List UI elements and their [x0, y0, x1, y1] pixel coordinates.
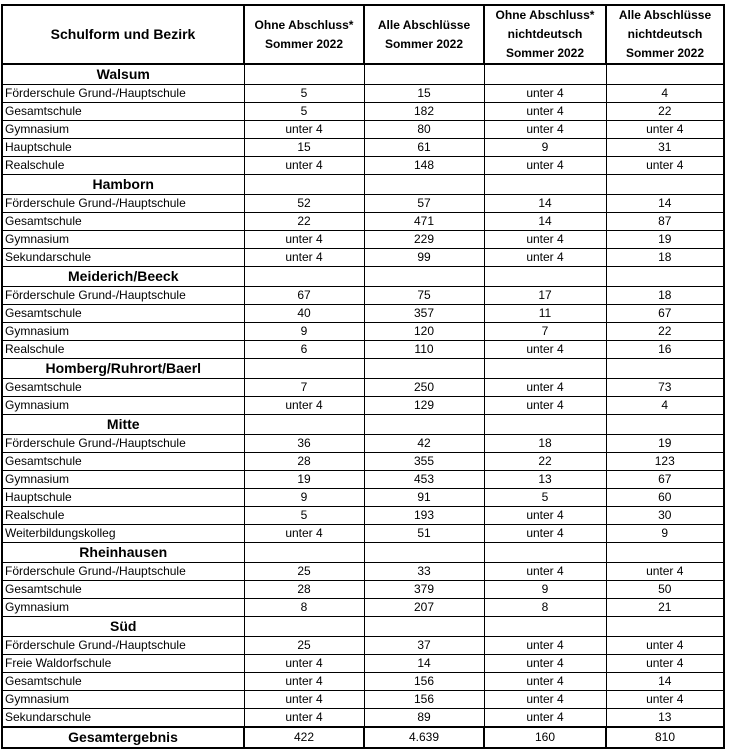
school-type-cell: Hauptschule — [2, 139, 244, 157]
total-alle-abschluesse: 4.639 — [364, 727, 484, 748]
cell-alle-abschluesse: 148 — [364, 157, 484, 175]
school-type-cell: Realschule — [2, 507, 244, 525]
cell-alle-abschluesse-nichtdeutsch: 19 — [606, 435, 724, 453]
cell-alle-abschluesse: 355 — [364, 453, 484, 471]
district-empty-cell — [364, 359, 484, 379]
cell-alle-abschluesse: 471 — [364, 213, 484, 231]
cell-ohne-abschluss-nichtdeutsch: unter 4 — [484, 397, 606, 415]
cell-alle-abschluesse-nichtdeutsch: 73 — [606, 379, 724, 397]
district-empty-cell — [484, 267, 606, 287]
district-name: Rheinhausen — [2, 543, 244, 563]
cell-ohne-abschluss: 25 — [244, 637, 364, 655]
cell-ohne-abschluss-nichtdeutsch: 22 — [484, 453, 606, 471]
header-ohne-abschluss: Ohne Abschluss* Sommer 2022 — [244, 5, 364, 64]
cell-ohne-abschluss: 36 — [244, 435, 364, 453]
district-empty-cell — [484, 415, 606, 435]
table-row — [2, 287, 724, 305]
school-type-cell: Gesamtschule — [2, 581, 244, 599]
district-empty-cell — [606, 415, 724, 435]
cell-ohne-abschluss: unter 4 — [244, 525, 364, 543]
table-row — [2, 231, 724, 249]
cell-alle-abschluesse: 75 — [364, 287, 484, 305]
cell-alle-abschluesse: 61 — [364, 139, 484, 157]
district-empty-cell — [244, 617, 364, 637]
cell-alle-abschluesse: 156 — [364, 691, 484, 709]
table-row — [2, 103, 724, 121]
total-ohne-abschluss-nichtdeutsch: 160 — [484, 727, 606, 748]
district-empty-cell — [364, 267, 484, 287]
school-type-cell: Gymnasium — [2, 599, 244, 617]
district-empty-cell — [606, 359, 724, 379]
cell-ohne-abschluss: 5 — [244, 85, 364, 103]
table-row — [2, 599, 724, 617]
cell-ohne-abschluss: unter 4 — [244, 691, 364, 709]
cell-alle-abschluesse-nichtdeutsch: unter 4 — [606, 691, 724, 709]
district-empty-cell — [484, 543, 606, 563]
cell-alle-abschluesse-nichtdeutsch: unter 4 — [606, 121, 724, 139]
school-type-cell: Förderschule Grund-/Hauptschule — [2, 563, 244, 581]
header-row — [2, 5, 724, 64]
cell-ohne-abschluss-nichtdeutsch: 13 — [484, 471, 606, 489]
cell-ohne-abschluss: 6 — [244, 341, 364, 359]
school-type-cell: Gesamtschule — [2, 213, 244, 231]
school-type-cell: Förderschule Grund-/Hauptschule — [2, 85, 244, 103]
table-row — [2, 471, 724, 489]
district-empty-cell — [484, 617, 606, 637]
cell-ohne-abschluss-nichtdeutsch: unter 4 — [484, 157, 606, 175]
district-empty-cell — [244, 543, 364, 563]
table-row — [2, 341, 724, 359]
cell-ohne-abschluss-nichtdeutsch: 7 — [484, 323, 606, 341]
cell-ohne-abschluss: 40 — [244, 305, 364, 323]
cell-ohne-abschluss: unter 4 — [244, 673, 364, 691]
cell-ohne-abschluss: 22 — [244, 213, 364, 231]
cell-alle-abschluesse: 250 — [364, 379, 484, 397]
cell-ohne-abschluss-nichtdeutsch: 11 — [484, 305, 606, 323]
cell-alle-abschluesse-nichtdeutsch: unter 4 — [606, 655, 724, 673]
table-row — [2, 213, 724, 231]
cell-ohne-abschluss: unter 4 — [244, 655, 364, 673]
school-type-cell: Sekundarschule — [2, 249, 244, 267]
cell-alle-abschluesse-nichtdeutsch: 4 — [606, 85, 724, 103]
cell-alle-abschluesse: 357 — [364, 305, 484, 323]
cell-ohne-abschluss: unter 4 — [244, 121, 364, 139]
cell-alle-abschluesse-nichtdeutsch: 9 — [606, 525, 724, 543]
cell-ohne-abschluss-nichtdeutsch: 9 — [484, 139, 606, 157]
cell-alle-abschluesse-nichtdeutsch: 22 — [606, 103, 724, 121]
cell-alle-abschluesse-nichtdeutsch: 18 — [606, 287, 724, 305]
district-empty-cell — [364, 64, 484, 85]
school-type-cell: Förderschule Grund-/Hauptschule — [2, 287, 244, 305]
cell-ohne-abschluss: unter 4 — [244, 157, 364, 175]
header-alle-abschluesse: Alle Abschlüsse Sommer 2022 — [364, 5, 484, 64]
district-empty-cell — [484, 175, 606, 195]
school-type-cell: Gesamtschule — [2, 103, 244, 121]
cell-alle-abschluesse-nichtdeutsch: 13 — [606, 709, 724, 728]
cell-alle-abschluesse: 110 — [364, 341, 484, 359]
district-name: Walsum — [2, 64, 244, 85]
header-schulform: Schulform und Bezirk — [2, 5, 244, 64]
district-header-row — [2, 415, 724, 435]
district-empty-cell — [484, 64, 606, 85]
table-row — [2, 157, 724, 175]
cell-alle-abschluesse-nichtdeutsch: 123 — [606, 453, 724, 471]
school-type-cell: Sekundarschule — [2, 709, 244, 728]
cell-alle-abschluesse: 14 — [364, 655, 484, 673]
school-type-cell: Förderschule Grund-/Hauptschule — [2, 637, 244, 655]
cell-ohne-abschluss-nichtdeutsch: unter 4 — [484, 103, 606, 121]
cell-ohne-abschluss: 9 — [244, 489, 364, 507]
cell-alle-abschluesse: 42 — [364, 435, 484, 453]
cell-ohne-abschluss-nichtdeutsch: unter 4 — [484, 709, 606, 728]
school-type-cell: Gesamtschule — [2, 305, 244, 323]
table-body — [2, 64, 724, 727]
cell-ohne-abschluss-nichtdeutsch: unter 4 — [484, 341, 606, 359]
cell-alle-abschluesse: 89 — [364, 709, 484, 728]
cell-ohne-abschluss: 67 — [244, 287, 364, 305]
cell-ohne-abschluss-nichtdeutsch: 17 — [484, 287, 606, 305]
cell-ohne-abschluss: 8 — [244, 599, 364, 617]
table-row — [2, 637, 724, 655]
school-type-cell: Förderschule Grund-/Hauptschule — [2, 195, 244, 213]
cell-ohne-abschluss: 7 — [244, 379, 364, 397]
cell-ohne-abschluss-nichtdeutsch: 18 — [484, 435, 606, 453]
cell-alle-abschluesse-nichtdeutsch: 87 — [606, 213, 724, 231]
table-row — [2, 435, 724, 453]
cell-alle-abschluesse-nichtdeutsch: 60 — [606, 489, 724, 507]
cell-ohne-abschluss-nichtdeutsch: unter 4 — [484, 525, 606, 543]
cell-alle-abschluesse-nichtdeutsch: 4 — [606, 397, 724, 415]
school-type-cell: Förderschule Grund-/Hauptschule — [2, 435, 244, 453]
cell-alle-abschluesse-nichtdeutsch: 30 — [606, 507, 724, 525]
cell-alle-abschluesse: 120 — [364, 323, 484, 341]
table-row — [2, 397, 724, 415]
cell-ohne-abschluss: 52 — [244, 195, 364, 213]
school-type-cell: Realschule — [2, 341, 244, 359]
cell-ohne-abschluss-nichtdeutsch: unter 4 — [484, 249, 606, 267]
district-header-row — [2, 175, 724, 195]
cell-alle-abschluesse-nichtdeutsch: 18 — [606, 249, 724, 267]
cell-ohne-abschluss-nichtdeutsch: unter 4 — [484, 231, 606, 249]
total-ohne-abschluss: 422 — [244, 727, 364, 748]
cell-alle-abschluesse: 37 — [364, 637, 484, 655]
total-alle-abschluesse-nichtdeutsch: 810 — [606, 727, 724, 748]
cell-alle-abschluesse: 80 — [364, 121, 484, 139]
table-row — [2, 323, 724, 341]
district-name: Mitte — [2, 415, 244, 435]
school-type-cell: Gesamtschule — [2, 673, 244, 691]
cell-ohne-abschluss-nichtdeutsch: unter 4 — [484, 507, 606, 525]
cell-alle-abschluesse-nichtdeutsch: 21 — [606, 599, 724, 617]
cell-alle-abschluesse: 193 — [364, 507, 484, 525]
school-type-cell: Gymnasium — [2, 121, 244, 139]
table-container — [1, 4, 725, 749]
school-type-cell: Gymnasium — [2, 397, 244, 415]
district-name: Homberg/Ruhrort/Baerl — [2, 359, 244, 379]
district-empty-cell — [484, 359, 606, 379]
cell-alle-abschluesse: 51 — [364, 525, 484, 543]
district-header-row — [2, 359, 724, 379]
district-header-row — [2, 617, 724, 637]
table-row — [2, 581, 724, 599]
cell-alle-abschluesse: 99 — [364, 249, 484, 267]
cell-alle-abschluesse: 379 — [364, 581, 484, 599]
cell-alle-abschluesse: 15 — [364, 85, 484, 103]
school-type-cell: Weiterbildungskolleg — [2, 525, 244, 543]
district-empty-cell — [244, 415, 364, 435]
district-empty-cell — [244, 175, 364, 195]
graduation-table — [1, 4, 725, 749]
cell-ohne-abschluss-nichtdeutsch: unter 4 — [484, 691, 606, 709]
cell-ohne-abschluss: 5 — [244, 103, 364, 121]
table-row — [2, 305, 724, 323]
district-empty-cell — [606, 175, 724, 195]
table-row — [2, 85, 724, 103]
cell-alle-abschluesse: 229 — [364, 231, 484, 249]
header-alle-abschluesse-nichtdeutsch: Alle Abschlüsse nichtdeutsch Sommer 2022 — [606, 5, 724, 64]
district-empty-cell — [606, 617, 724, 637]
school-type-cell: Gymnasium — [2, 231, 244, 249]
cell-ohne-abschluss: 15 — [244, 139, 364, 157]
cell-ohne-abschluss-nichtdeutsch: unter 4 — [484, 121, 606, 139]
cell-alle-abschluesse-nichtdeutsch: unter 4 — [606, 157, 724, 175]
cell-ohne-abschluss-nichtdeutsch: unter 4 — [484, 673, 606, 691]
cell-ohne-abschluss: unter 4 — [244, 231, 364, 249]
table-row — [2, 139, 724, 157]
cell-ohne-abschluss-nichtdeutsch: 14 — [484, 195, 606, 213]
district-empty-cell — [244, 64, 364, 85]
school-type-cell: Gymnasium — [2, 691, 244, 709]
school-type-cell: Gesamtschule — [2, 453, 244, 471]
header-ohne-abschluss-nichtdeutsch: Ohne Abschluss* nichtdeutsch Sommer 2022 — [484, 5, 606, 64]
total-label: Gesamtergebnis — [2, 727, 244, 748]
district-empty-cell — [606, 64, 724, 85]
cell-ohne-abschluss-nichtdeutsch: unter 4 — [484, 379, 606, 397]
cell-ohne-abschluss-nichtdeutsch: 14 — [484, 213, 606, 231]
cell-alle-abschluesse: 156 — [364, 673, 484, 691]
table-row — [2, 453, 724, 471]
district-empty-cell — [364, 175, 484, 195]
school-type-cell: Hauptschule — [2, 489, 244, 507]
cell-alle-abschluesse: 129 — [364, 397, 484, 415]
table-row — [2, 249, 724, 267]
cell-alle-abschluesse-nichtdeutsch: 67 — [606, 471, 724, 489]
school-type-cell: Gymnasium — [2, 323, 244, 341]
district-empty-cell — [244, 267, 364, 287]
district-empty-cell — [364, 617, 484, 637]
cell-ohne-abschluss-nichtdeutsch: unter 4 — [484, 655, 606, 673]
cell-ohne-abschluss: unter 4 — [244, 397, 364, 415]
table-row — [2, 709, 724, 728]
cell-alle-abschluesse: 453 — [364, 471, 484, 489]
district-empty-cell — [606, 543, 724, 563]
table-row — [2, 195, 724, 213]
cell-alle-abschluesse: 33 — [364, 563, 484, 581]
table-row — [2, 655, 724, 673]
cell-alle-abschluesse-nichtdeutsch: 50 — [606, 581, 724, 599]
cell-alle-abschluesse-nichtdeutsch: 14 — [606, 673, 724, 691]
cell-alle-abschluesse-nichtdeutsch: 14 — [606, 195, 724, 213]
table-row — [2, 489, 724, 507]
cell-ohne-abschluss-nichtdeutsch: 5 — [484, 489, 606, 507]
cell-alle-abschluesse: 207 — [364, 599, 484, 617]
table-row — [2, 379, 724, 397]
district-empty-cell — [364, 415, 484, 435]
cell-ohne-abschluss: 28 — [244, 453, 364, 471]
cell-alle-abschluesse: 91 — [364, 489, 484, 507]
table-row — [2, 673, 724, 691]
district-header-row — [2, 267, 724, 287]
district-empty-cell — [606, 267, 724, 287]
cell-alle-abschluesse-nichtdeutsch: 22 — [606, 323, 724, 341]
cell-alle-abschluesse-nichtdeutsch: unter 4 — [606, 637, 724, 655]
table-row — [2, 121, 724, 139]
district-empty-cell — [244, 359, 364, 379]
cell-ohne-abschluss-nichtdeutsch: 9 — [484, 581, 606, 599]
district-name: Süd — [2, 617, 244, 637]
district-name: Hamborn — [2, 175, 244, 195]
school-type-cell: Freie Waldorfschule — [2, 655, 244, 673]
district-empty-cell — [364, 543, 484, 563]
school-type-cell: Gesamtschule — [2, 379, 244, 397]
district-name: Meiderich/Beeck — [2, 267, 244, 287]
cell-ohne-abschluss-nichtdeutsch: 8 — [484, 599, 606, 617]
cell-alle-abschluesse-nichtdeutsch: unter 4 — [606, 563, 724, 581]
cell-alle-abschluesse-nichtdeutsch: 19 — [606, 231, 724, 249]
cell-ohne-abschluss: 28 — [244, 581, 364, 599]
school-type-cell: Realschule — [2, 157, 244, 175]
cell-ohne-abschluss: 25 — [244, 563, 364, 581]
cell-ohne-abschluss: 19 — [244, 471, 364, 489]
cell-ohne-abschluss: 9 — [244, 323, 364, 341]
cell-alle-abschluesse: 182 — [364, 103, 484, 121]
table-row — [2, 525, 724, 543]
school-type-cell: Gymnasium — [2, 471, 244, 489]
cell-alle-abschluesse-nichtdeutsch: 16 — [606, 341, 724, 359]
cell-ohne-abschluss: unter 4 — [244, 709, 364, 728]
district-header-row — [2, 64, 724, 85]
cell-ohne-abschluss-nichtdeutsch: unter 4 — [484, 563, 606, 581]
table-row — [2, 563, 724, 581]
table-row — [2, 691, 724, 709]
district-header-row — [2, 543, 724, 563]
cell-ohne-abschluss-nichtdeutsch: unter 4 — [484, 85, 606, 103]
cell-alle-abschluesse-nichtdeutsch: 31 — [606, 139, 724, 157]
table-row — [2, 507, 724, 525]
cell-ohne-abschluss: unter 4 — [244, 249, 364, 267]
cell-ohne-abschluss-nichtdeutsch: unter 4 — [484, 637, 606, 655]
cell-ohne-abschluss: 5 — [244, 507, 364, 525]
cell-alle-abschluesse-nichtdeutsch: 67 — [606, 305, 724, 323]
cell-alle-abschluesse: 57 — [364, 195, 484, 213]
